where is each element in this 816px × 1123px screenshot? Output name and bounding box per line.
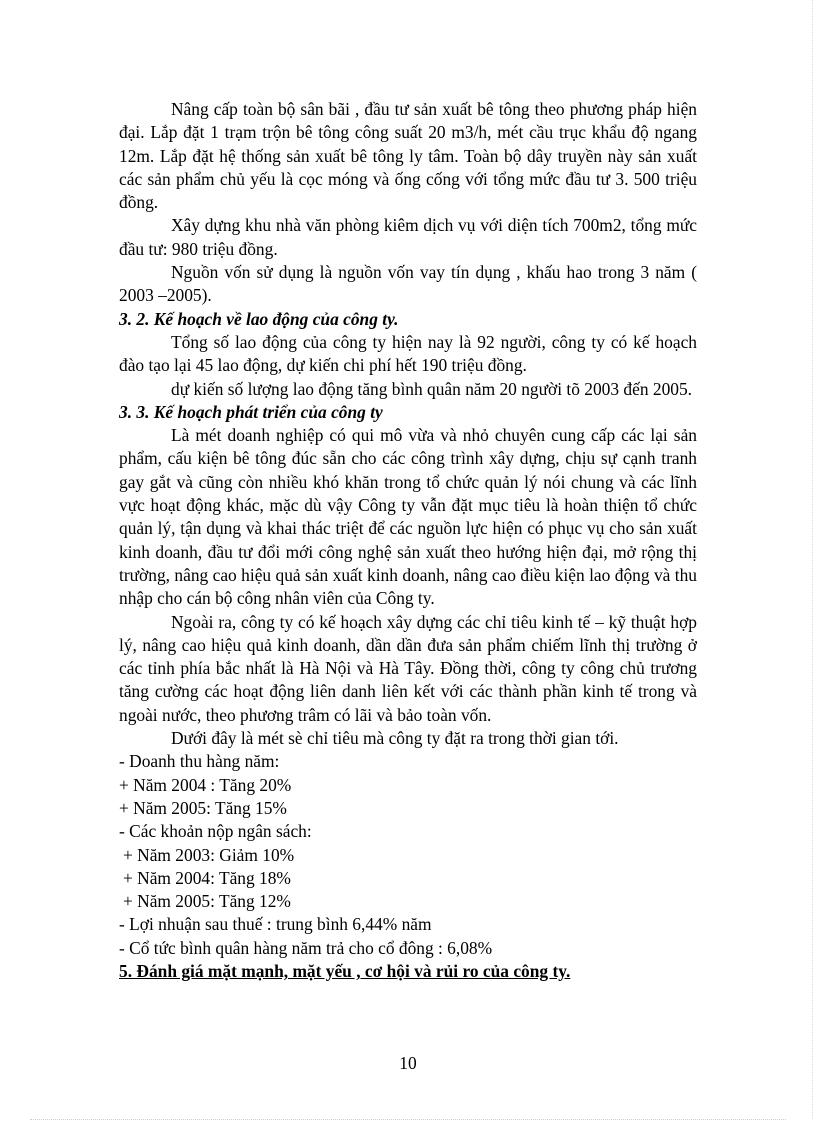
- paragraph-funding-source: Nguồn vốn sử dụng là nguồn vốn vay tín dụng , khấu hao trong 3 năm ( 2003 –2005).: [119, 262, 697, 306]
- paragraph-office-building: Xây dựng khu nhà văn phòng kiêm dịch vụ với diện tích 700m2, tổng mức đầu tư: 980 triệu đồng.: [119, 215, 697, 259]
- list-budget-title: - Các khoản nộp ngân sách:: [119, 821, 312, 842]
- paragraph-targets-intro: Dưới đây là mét sè chỉ tiêu mà công ty đặt ra trong thời gian tới.: [171, 728, 619, 749]
- paragraph-total-labor: Tổng số lao động của công ty hiện nay là 92 người, công ty có kế hoạch đào tạo lại 45 lao động, dự kiến chi phí hết 190 triệu đồng.: [119, 331, 697, 376]
- heading-swot: 5. Đánh giá mặt mạnh, mặt yếu , cơ hội và rủi ro của công ty.: [119, 960, 571, 981]
- list-item: + Năm 2003: Giảm 10%: [123, 844, 295, 865]
- paragraph-company-overview: Là mét doanh nghiệp có qui mô vừa và nhỏ chuyên cung cấp các lại sản phẩm, cấu kiện bê tông đúc sẵn cho các công trình xây dựng, chịu sự cạnh tranh gay gắt và cũng còn nhiều khó khăn trong tổ chức quản lý nói chung và các lĩnh vực hoạt động khác, mặc dù vậy Công ty vẫn đặt mục tiêu là hoàn thiện tổ chức quản lý, tận dụng và khai thác triệt để các nguồn lực hiện có phục vụ cho sản xuất kinh doanh, đầu tư đổi mới công nghệ sản xuất theo hướng hiện đại, mở rộng thị trường, nâng cao hiệu quả sản xuất kinh doanh, nâng cao điều kiện lao động và thu nhập cho cán bộ công nhân viên của Công ty.: [119, 425, 697, 609]
- paragraph-economic-targets: Ngoài ra, công ty có kế hoạch xây dựng các chỉ tiêu kinh tế – kỹ thuật hợp lý, nâng cao hiệu quả kinh doanh, dần dần đưa sản phẩm chiếm lĩnh thị trường ở các tỉnh phía bắc nhất là Hà Nội và Hà Tây. Đồng thời, công ty công chủ trương tăng cường các hoạt động liên danh liên kết với các thành phần kinh tế trong và ngoài nước, theo phương trâm có lãi và bảo toàn vốn.: [119, 611, 697, 725]
- page-border-right: [812, 0, 813, 1119]
- page-content: [119, 98, 697, 983]
- page-border-bottom: [30, 1119, 786, 1120]
- paragraph-site-upgrade: Nâng cấp toàn bộ sân bãi , đầu tư sản xuất bê tông theo phương pháp hiện đại. Lắp đặt 1 trạm trộn bê tông công suất 20 m3/h, mét cầu trục khẩu độ ngang 12m. Lắp đặt hệ thống sản xuất bê tông ly tâm. Toàn bộ dây truyền này sản xuất các sản phẩm chủ yếu là cọc móng và ống cống với tổng mức đầu tư 3. 500 triệu đồng.: [119, 99, 697, 213]
- heading-development-plan: 3. 3. Kế hoạch phát triển của công ty: [119, 401, 383, 422]
- list-item: + Năm 2004 : Tăng 20%: [119, 774, 292, 795]
- paragraph-labor-growth: dự kiến số lượng lao động tăng bình quân năm 20 người tõ 2003 đến 2005.: [171, 378, 692, 399]
- page-number: 10: [399, 1053, 417, 1073]
- list-item: + Năm 2005: Tăng 15%: [119, 797, 287, 818]
- list-profit: - Lợi nhuận sau thuế : trung bình 6,44% năm: [119, 914, 432, 935]
- list-item: + Năm 2005: Tăng 12%: [123, 891, 291, 912]
- list-item: + Năm 2004: Tăng 18%: [123, 867, 291, 888]
- list-dividend: - Cổ tức bình quân hàng năm trả cho cổ đông : 6,08%: [119, 937, 493, 958]
- heading-labor-plan: 3. 2. Kế hoạch về lao động của công ty.: [119, 308, 399, 329]
- list-revenue-title: - Doanh thu hàng năm:: [119, 751, 280, 772]
